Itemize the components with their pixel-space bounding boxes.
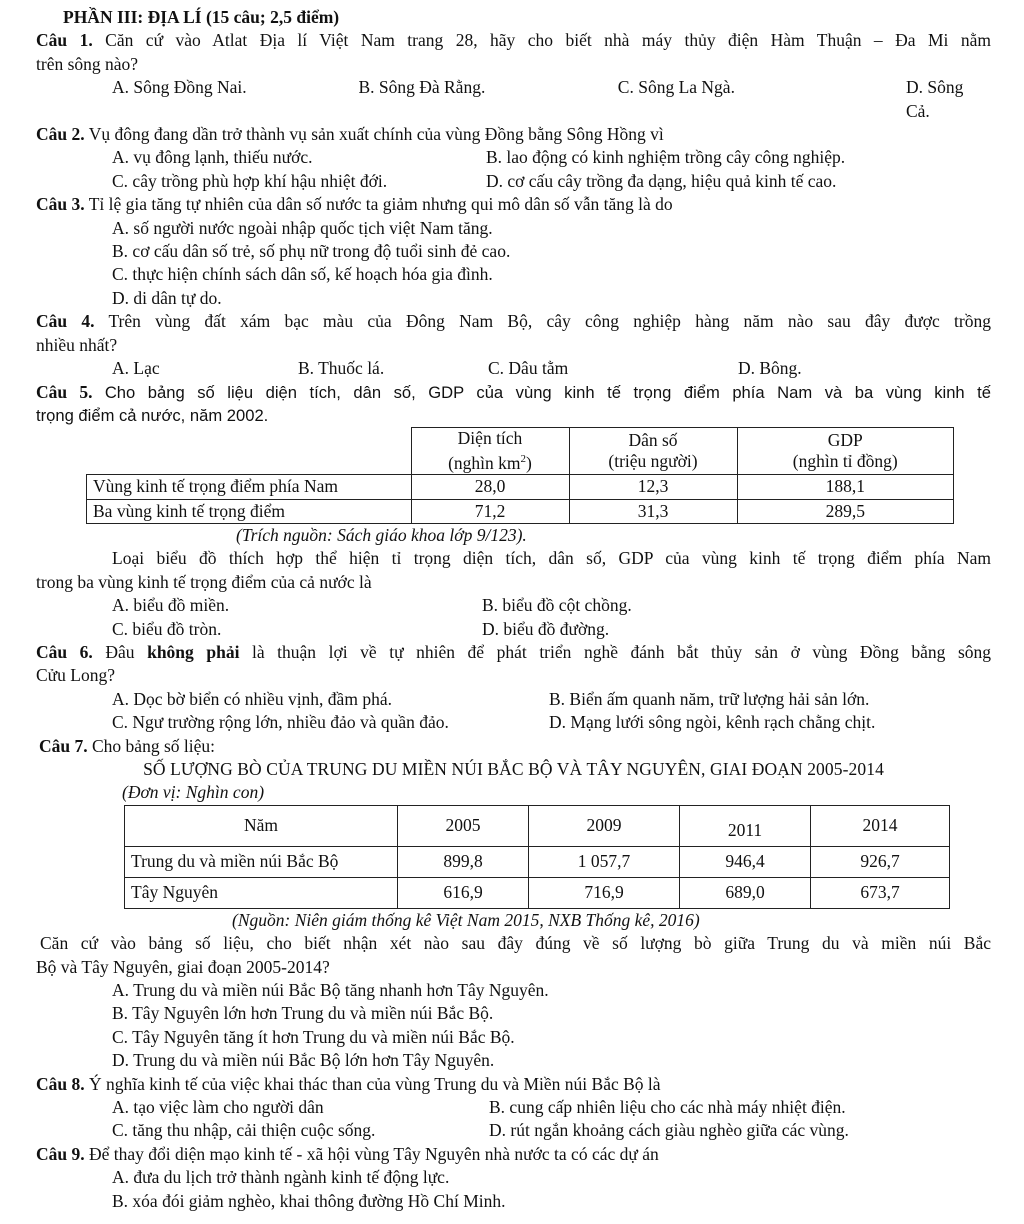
option-a[interactable]: A. Sông Đồng Nai. bbox=[112, 77, 247, 98]
question-text-bold: không phải bbox=[147, 641, 240, 662]
option-b[interactable]: B. Biển ấm quanh năm, trữ lượng hải sản lớn. bbox=[549, 688, 870, 709]
option-b[interactable]: B. cung cấp nhiên liệu cho các nhà máy nhiệt điện. bbox=[489, 1097, 846, 1118]
question-text: Căn cứ vào Atlat Địa lí Việt Nam trang 28, hãy cho biết nhà máy thủy điện Hàm Thuận – Đa Mi nằm bbox=[105, 30, 991, 51]
question-8 bbox=[36, 1073, 991, 1096]
header-unit: (nghìn km bbox=[448, 453, 521, 474]
option-d[interactable]: D. biểu đồ đường. bbox=[482, 618, 610, 639]
option-a[interactable]: A. Lạc bbox=[112, 358, 160, 379]
table-row bbox=[125, 846, 950, 877]
table-row bbox=[87, 475, 954, 499]
option-c[interactable]: C. Ngư trường rộng lớn, nhiều đảo và quần đảo. bbox=[112, 712, 449, 733]
table-title: SỐ LƯỢNG BÒ CỦA TRUNG DU MIỀN NÚI BẮC BỘ VÀ TÂY NGUYÊN, GIAI ĐOẠN 2005-2014 bbox=[143, 759, 884, 780]
header-year: Năm bbox=[125, 805, 398, 846]
cell-population: 12,3 bbox=[569, 475, 737, 499]
q8-options-row1 bbox=[36, 1096, 991, 1119]
option-c[interactable]: C. Dâu tằm bbox=[488, 358, 569, 379]
question-1 bbox=[36, 29, 991, 52]
question-number: Câu 3. bbox=[36, 194, 85, 215]
table-header-row bbox=[125, 805, 950, 846]
q4-options bbox=[36, 357, 991, 380]
option-c[interactable]: C. tăng thu nhập, cải thiện cuộc sống. bbox=[112, 1120, 376, 1141]
header-text: Diện tích bbox=[457, 428, 523, 449]
cell-2014: 673,7 bbox=[811, 877, 950, 908]
question-number: Câu 4. bbox=[36, 311, 95, 332]
table-source: (Trích nguồn: Sách giáo khoa lớp 9/123). bbox=[236, 524, 527, 545]
option-c[interactable]: C. Sông La Ngà. bbox=[617, 77, 735, 98]
table-row bbox=[87, 499, 954, 523]
q5-options-row1 bbox=[36, 594, 991, 617]
question-text: Ý nghĩa kinh tế của việc khai thác than của vùng Trung du và Miền núi Bắc Bộ là bbox=[89, 1073, 661, 1094]
question-number: Câu 8. bbox=[36, 1073, 85, 1094]
table-header-row bbox=[87, 428, 954, 475]
question-prompt: Căn cứ vào bảng số liệu, cho biết nhận xét nào sau đây đúng về số lượng bò giữa Trung du và miền núi Bắc bbox=[40, 933, 991, 954]
section-title: PHẦN III: ĐỊA LÍ (15 câu; 2,5 điểm) bbox=[63, 7, 340, 27]
header-2005: 2005 bbox=[398, 805, 529, 846]
header-text: Dân số bbox=[628, 430, 678, 451]
cell-area: 71,2 bbox=[411, 499, 569, 523]
option-d[interactable]: D. di dân tự do. bbox=[112, 287, 222, 308]
option-b[interactable]: B. lao động có kinh nghiệm trồng cây công nghiệp. bbox=[486, 147, 846, 168]
question-text: Vụ đông đang dần trở thành vụ sản xuất chính của vùng Đồng bằng Sông Hồng vì bbox=[88, 124, 664, 145]
question-text: Đâu bbox=[105, 641, 148, 662]
table-unit: (Đơn vị: Nghìn con) bbox=[122, 782, 265, 803]
q6-options-row1 bbox=[36, 688, 991, 711]
header-2009: 2009 bbox=[529, 805, 680, 846]
question-prompt: Loại biểu đồ thích hợp thể hiện tỉ trọng diện tích, dân số, GDP của vùng kinh tế trọng điểm phía Nam bbox=[112, 548, 991, 569]
q1-options bbox=[36, 76, 991, 123]
area-population-gdp-table bbox=[86, 427, 954, 524]
question-number: Câu 7. bbox=[39, 735, 88, 756]
option-c[interactable]: C. thực hiện chính sách dân số, kế hoạch hóa gia đình. bbox=[112, 264, 493, 285]
question-text: là thuận lợi về tự nhiên để phát triển nghề đánh bắt thủy sản ở vùng Đồng bằng sông bbox=[239, 641, 992, 662]
question-3 bbox=[36, 193, 991, 216]
q2-options-row1 bbox=[36, 146, 991, 169]
question-number: Câu 2. bbox=[36, 124, 85, 145]
option-a[interactable]: A. số người nước ngoài nhập quốc tịch việt Nam tăng. bbox=[112, 217, 493, 238]
option-a[interactable]: A. Trung du và miền núi Bắc Bộ tăng nhanh hơn Tây Nguyên. bbox=[112, 980, 549, 1001]
table-header-empty bbox=[87, 428, 412, 475]
exam-page bbox=[36, 6, 991, 1213]
row-label: Ba vùng kinh tế trọng điểm bbox=[87, 499, 412, 523]
option-b[interactable]: B. xóa đói giảm nghèo, khai thông đường Hồ Chí Minh. bbox=[112, 1190, 506, 1211]
question-7 bbox=[36, 735, 991, 758]
option-d[interactable]: D. Bông. bbox=[738, 358, 802, 379]
question-9 bbox=[36, 1143, 991, 1166]
header-unit-end: ) bbox=[526, 453, 532, 474]
question-text-cont: trọng điểm cả nước, năm 2002. bbox=[36, 405, 269, 425]
option-c[interactable]: C. cây trồng phù hợp khí hậu nhiệt đới. bbox=[112, 170, 388, 191]
q6-options-row2 bbox=[36, 711, 991, 734]
question-6 bbox=[36, 641, 991, 664]
option-b[interactable]: B. cơ cấu dân số trẻ, số phụ nữ trong độ tuổi sinh đẻ cao. bbox=[112, 241, 511, 262]
cell-2009: 716,9 bbox=[529, 877, 680, 908]
option-c[interactable]: C. biểu đồ tròn. bbox=[112, 618, 222, 639]
cell-gdp: 289,5 bbox=[737, 499, 954, 523]
header-2014: 2014 bbox=[811, 805, 950, 846]
option-a[interactable]: A. tạo việc làm cho người dân bbox=[112, 1097, 324, 1118]
cell-2011: 689,0 bbox=[680, 877, 811, 908]
row-label: Vùng kinh tế trọng điểm phía Nam bbox=[87, 475, 412, 499]
question-number: Câu 6. bbox=[36, 641, 93, 662]
question-number: Câu 5. bbox=[36, 381, 93, 402]
q2-options-row2 bbox=[36, 170, 991, 193]
table-row bbox=[125, 877, 950, 908]
table-source: (Nguồn: Niên giám thống kê Việt Nam 2015, NXB Thống kê, 2016) bbox=[232, 909, 700, 930]
cell-2009: 1 057,7 bbox=[529, 846, 680, 877]
cell-2011: 946,4 bbox=[680, 846, 811, 877]
question-text: Để thay đổi diện mạo kinh tế - xã hội vùng Tây Nguyên nhà nước ta có các dự án bbox=[89, 1143, 659, 1164]
question-text: Cho bảng số liệu diện tích, dân số, GDP của vùng kinh tế trọng điểm phía Nam và ba vùng kinh tế bbox=[104, 382, 992, 402]
question-text-cont: trên sông nào? bbox=[36, 53, 139, 74]
question-text: Tỉ lệ gia tăng tự nhiên của dân số nước ta giảm nhưng qui mô dân số vẫn tăng là do bbox=[88, 194, 673, 215]
q5-options-row2 bbox=[36, 618, 991, 641]
question-number: Câu 9. bbox=[36, 1143, 85, 1164]
option-d[interactable]: D. cơ cấu cây trồng đa dạng, hiệu quả kinh tế cao. bbox=[486, 170, 837, 191]
q8-options-row2 bbox=[36, 1119, 991, 1142]
option-d[interactable]: D. Trung du và miền núi Bắc Bộ lớn hơn Tây Nguyên. bbox=[112, 1050, 495, 1071]
header-unit-sup: 2 bbox=[520, 453, 527, 466]
table-header-gdp bbox=[737, 428, 954, 475]
question-prompt-cont: trong ba vùng kinh tế trọng điểm của cả nước là bbox=[36, 571, 372, 592]
question-prompt-cont: Bộ và Tây Nguyên, giai đoạn 2005-2014? bbox=[36, 956, 330, 977]
row-label: Trung du và miền núi Bắc Bộ bbox=[125, 846, 398, 877]
option-b[interactable]: B. Sông Đà Rằng. bbox=[358, 77, 486, 98]
header-text: GDP bbox=[827, 430, 863, 451]
option-d[interactable]: D. Sông Cả. bbox=[905, 77, 964, 121]
question-text-cont: Cửu Long? bbox=[36, 665, 115, 686]
option-d[interactable]: D. rút ngắn khoảng cách giàu nghèo giữa các vùng. bbox=[489, 1120, 849, 1141]
option-b[interactable]: B. Thuốc lá. bbox=[298, 358, 385, 379]
question-number: Câu 1. bbox=[36, 30, 93, 51]
question-4 bbox=[36, 310, 991, 333]
option-c[interactable]: C. Tây Nguyên tăng ít hơn Trung du và miền núi Bắc Bộ. bbox=[112, 1026, 515, 1047]
question-text: Trên vùng đất xám bạc màu của Đông Nam Bộ, cây công nghiệp hàng năm nào sau đây được trồng bbox=[108, 311, 991, 332]
table-header-population bbox=[569, 428, 737, 475]
header-unit: (triệu người) bbox=[608, 451, 698, 472]
option-a[interactable]: A. đưa du lịch trở thành ngành kinh tế động lực. bbox=[112, 1167, 450, 1188]
cattle-count-table bbox=[124, 805, 950, 909]
option-b[interactable]: B. biểu đồ cột chồng. bbox=[482, 595, 632, 616]
option-a[interactable]: A. vụ đông lạnh, thiếu nước. bbox=[112, 147, 313, 168]
option-a[interactable]: A. Dọc bờ biển có nhiều vịnh, đầm phá. bbox=[112, 688, 392, 709]
cell-2005: 616,9 bbox=[398, 877, 529, 908]
option-d[interactable]: D. Mạng lưới sông ngòi, kênh rạch chằng chịt. bbox=[549, 712, 876, 733]
table-header-area bbox=[411, 428, 569, 475]
cell-area: 28,0 bbox=[411, 475, 569, 499]
cell-2005: 899,8 bbox=[398, 846, 529, 877]
question-5 bbox=[36, 381, 991, 404]
question-text-cont: nhiều nhất? bbox=[36, 334, 118, 355]
row-label: Tây Nguyên bbox=[125, 877, 398, 908]
option-b[interactable]: B. Tây Nguyên lớn hơn Trung du và miền núi Bắc Bộ. bbox=[112, 1003, 494, 1024]
question-2 bbox=[36, 123, 991, 146]
cell-gdp: 188,1 bbox=[737, 475, 954, 499]
cell-2014: 926,7 bbox=[811, 846, 950, 877]
cell-population: 31,3 bbox=[569, 499, 737, 523]
question-text: Cho bảng số liệu: bbox=[92, 735, 215, 756]
header-unit: (nghìn tỉ đồng) bbox=[792, 451, 898, 472]
header-2011: 2011 bbox=[680, 805, 811, 846]
option-a[interactable]: A. biểu đồ miền. bbox=[112, 595, 230, 616]
